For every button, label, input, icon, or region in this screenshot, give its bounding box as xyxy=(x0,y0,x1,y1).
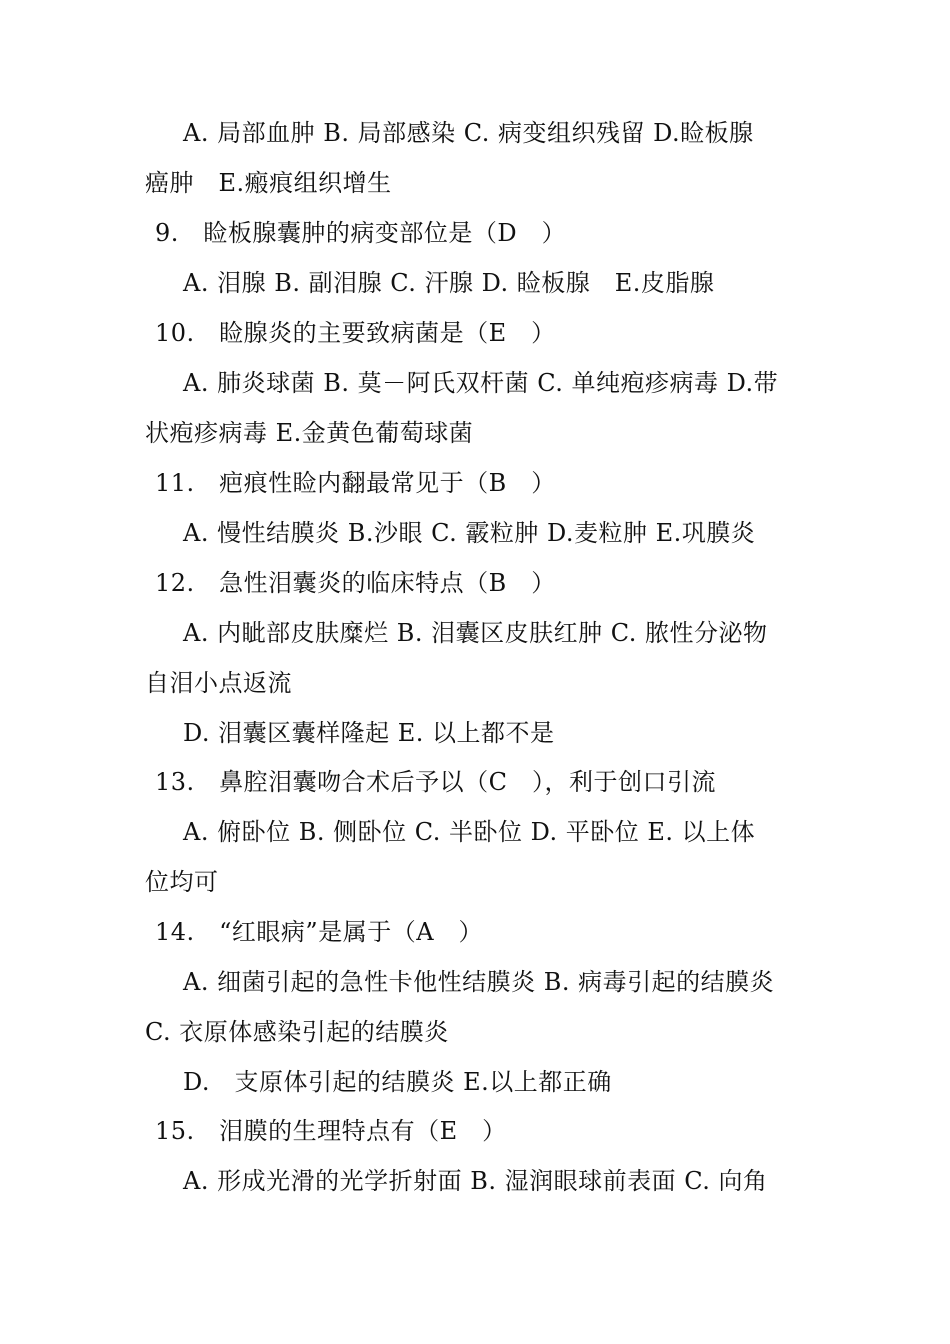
q11-options: A. 慢性结膜炎 B.沙眼 C. 霰粒肿 D.麦粒肿 E.巩膜炎 xyxy=(183,519,756,547)
q8-options-line-2: 癌肿 E.瘢痕组织增生 xyxy=(145,169,392,197)
q15-options-line-1: A. 形成光滑的光学折射面 B. 湿润眼球前表面 C. 向角 xyxy=(183,1167,768,1195)
q12-options-line-3: D. 泪囊区囊样隆起 E. 以上都不是 xyxy=(183,719,555,747)
q12-options-line-2: 自泪小点返流 xyxy=(145,669,292,697)
q14-options-line-1: A. 细菌引起的急性卡他性结膜炎 B. 病毒引起的结膜炎 xyxy=(183,968,775,996)
question-15: 15. 泪膜的生理特点有（E ） xyxy=(155,1117,507,1145)
question-12: 12. 急性泪囊炎的临床特点（B ） xyxy=(155,569,556,597)
q10-options-line-2: 状疱疹病毒 E.金黄色葡萄球菌 xyxy=(145,419,474,447)
question-9: 9. 睑板腺囊肿的病变部位是（D ） xyxy=(155,219,567,247)
q10-options-line-1: A. 肺炎球菌 B. 莫－阿氏双杆菌 C. 单纯疱疹病毒 D.带 xyxy=(183,369,779,397)
q12-options-line-1: A. 内眦部皮肤糜烂 B. 泪囊区皮肤红肿 C. 脓性分泌物 xyxy=(183,619,768,647)
q14-options-line-3: D. 支原体引起的结膜炎 E.以上都正确 xyxy=(183,1068,612,1096)
q8-options-line-1: A. 局部血肿 B. 局部感染 C. 病变组织残留 D.睑板腺 xyxy=(183,119,754,147)
question-11: 11. 疤痕性睑内翻最常见于（B ） xyxy=(155,469,556,497)
q13-options-line-2: 位均可 xyxy=(145,868,219,896)
question-14: 14. “红眼病”是属于（A ） xyxy=(155,918,484,946)
q14-options-line-2: C. 衣原体感染引起的结膜炎 xyxy=(145,1018,449,1046)
q13-options-line-1: A. 俯卧位 B. 侧卧位 C. 半卧位 D. 平卧位 E. 以上体 xyxy=(183,818,756,846)
question-13: 13. 鼻腔泪囊吻合术后予以（C ），利于创口引流 xyxy=(155,768,717,796)
q9-options: A. 泪腺 B. 副泪腺 C. 汗腺 D. 睑板腺 E.皮脂腺 xyxy=(183,269,715,297)
question-10: 10. 睑腺炎的主要致病菌是（E ） xyxy=(155,319,556,347)
